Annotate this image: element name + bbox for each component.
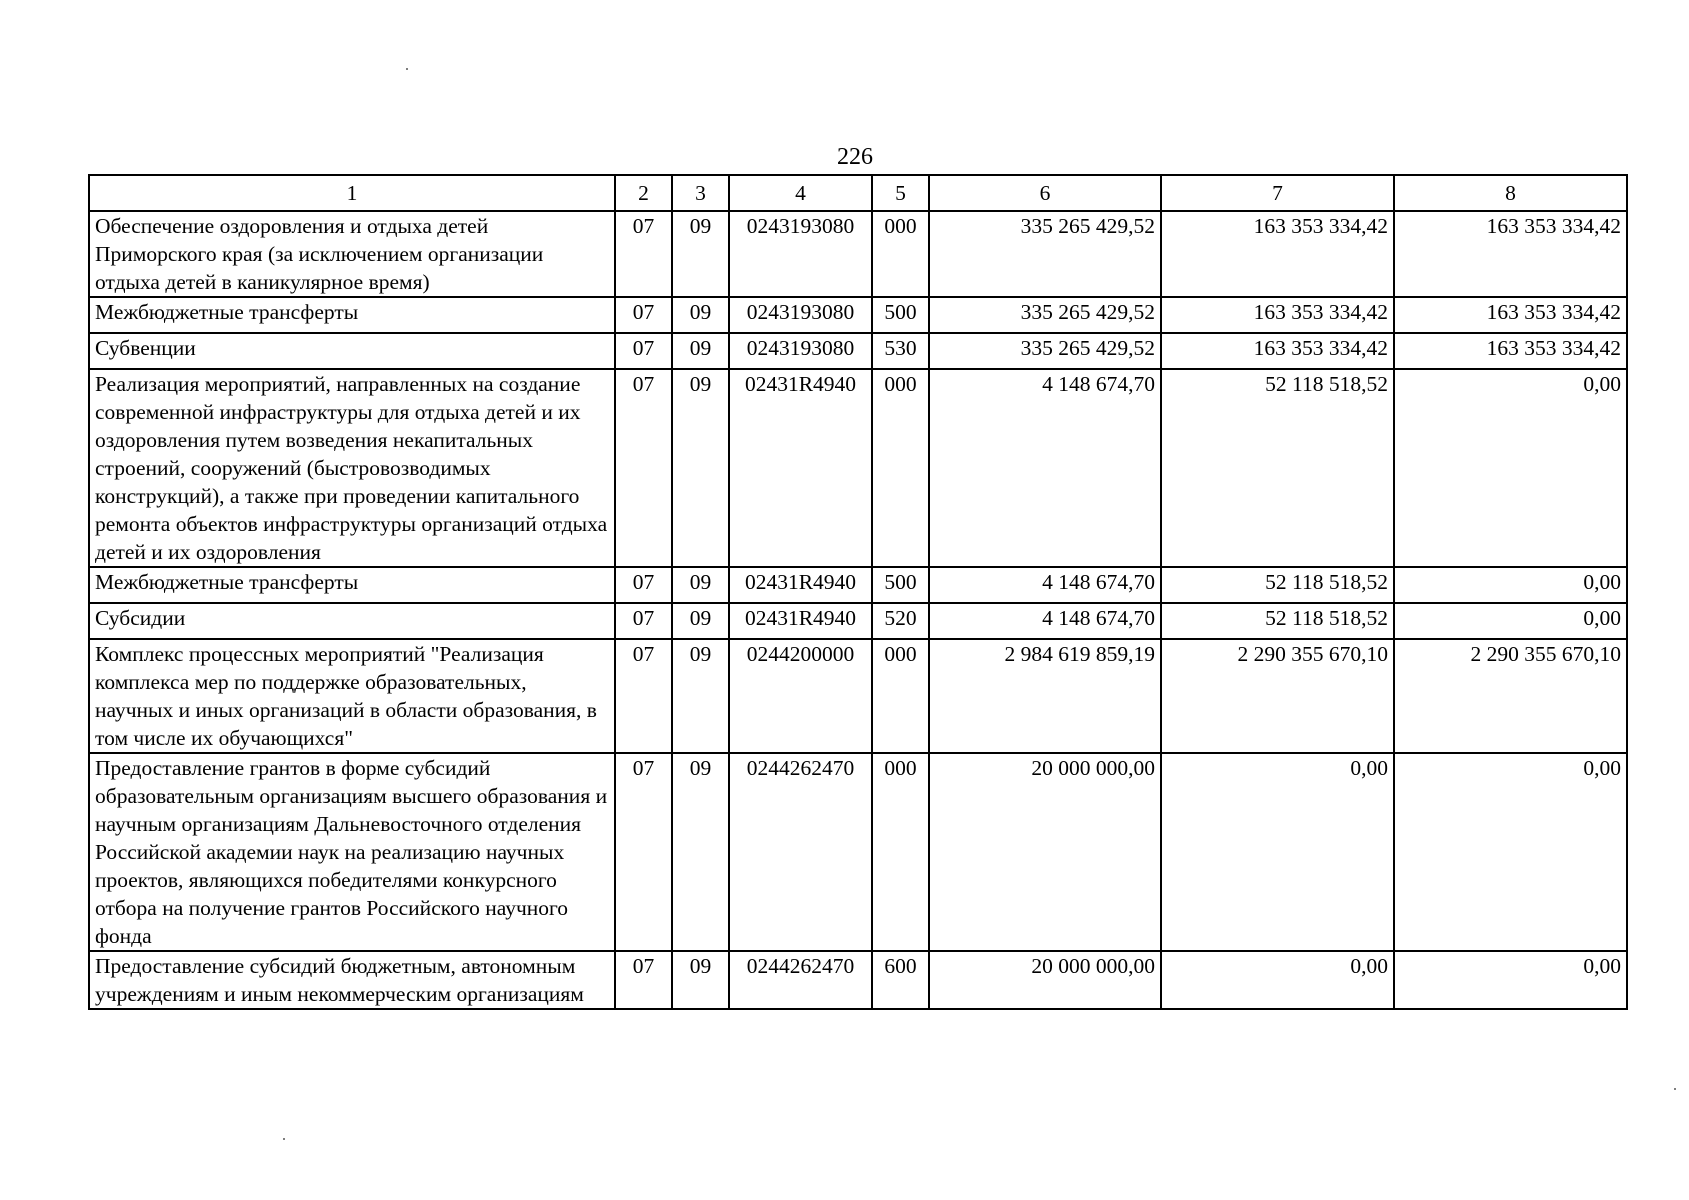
- target-article-code: 02431R4940: [729, 603, 872, 639]
- amount-column-6: 335 265 429,52: [929, 211, 1161, 297]
- section-code: 07: [615, 333, 672, 369]
- row-description: Комплекс процессных мероприятий "Реализация комплекса мер по поддержке образовательных, научных и иных организаций в области образования, в том числе их обучающихся": [89, 639, 615, 753]
- table-row: [89, 297, 1627, 333]
- expense-type-code: 520: [872, 603, 929, 639]
- column-header-6: 6: [929, 175, 1161, 211]
- subsection-code: 09: [672, 369, 729, 567]
- amount-column-8: 163 353 334,42: [1394, 333, 1627, 369]
- expense-type-code: 500: [872, 297, 929, 333]
- expense-type-code: 600: [872, 951, 929, 1009]
- row-description: Реализация мероприятий, направленных на создание современной инфраструктуры для отдыха детей и их оздоровления путем возведения некапитальных строений, сооружений (быстровозводимых конструкций), а также при проведении капитального ремонта объектов инфраструктуры организаций отдыха детей и их оздоровления: [89, 369, 615, 567]
- amount-column-7: 52 118 518,52: [1161, 603, 1394, 639]
- subsection-code: 09: [672, 297, 729, 333]
- amount-column-6: 4 148 674,70: [929, 369, 1161, 567]
- subsection-code: 09: [672, 639, 729, 753]
- table-row: [89, 603, 1627, 639]
- amount-column-8: 0,00: [1394, 753, 1627, 951]
- amount-column-8: 0,00: [1394, 603, 1627, 639]
- table-row: [89, 951, 1627, 1009]
- expense-type-code: 000: [872, 639, 929, 753]
- amount-column-8: 163 353 334,42: [1394, 211, 1627, 297]
- amount-column-6: 20 000 000,00: [929, 951, 1161, 1009]
- section-code: 07: [615, 297, 672, 333]
- scan-speck: [1674, 1088, 1676, 1090]
- amount-column-6: 335 265 429,52: [929, 333, 1161, 369]
- section-code: 07: [615, 567, 672, 603]
- amount-column-7: 52 118 518,52: [1161, 567, 1394, 603]
- target-article-code: 02431R4940: [729, 369, 872, 567]
- target-article-code: 0244262470: [729, 753, 872, 951]
- table-row: [89, 753, 1627, 951]
- scan-speck: [283, 1138, 285, 1140]
- column-header-4: 4: [729, 175, 872, 211]
- page-number: 226: [837, 144, 873, 170]
- row-description: Межбюджетные трансферты: [89, 567, 615, 603]
- subsection-code: 09: [672, 603, 729, 639]
- row-description: Предоставление грантов в форме субсидий образовательным организациям высшего образования и научным организациям Дальневосточного отделения Российской академии наук на реализацию научных проектов, являющихся победителями конкурсного отбора на получение грантов Российского научного фонда: [89, 753, 615, 951]
- column-header-3: 3: [672, 175, 729, 211]
- amount-column-6: 335 265 429,52: [929, 297, 1161, 333]
- section-code: 07: [615, 211, 672, 297]
- amount-column-7: 163 353 334,42: [1161, 211, 1394, 297]
- amount-column-7: 2 290 355 670,10: [1161, 639, 1394, 753]
- amount-column-7: 0,00: [1161, 753, 1394, 951]
- scan-speck: [406, 68, 408, 70]
- budget-table: [88, 174, 1628, 1010]
- amount-column-7: 163 353 334,42: [1161, 297, 1394, 333]
- subsection-code: 09: [672, 951, 729, 1009]
- column-header-8: 8: [1394, 175, 1627, 211]
- amount-column-7: 0,00: [1161, 951, 1394, 1009]
- expense-type-code: 000: [872, 753, 929, 951]
- subsection-code: 09: [672, 753, 729, 951]
- row-description: Субсидии: [89, 603, 615, 639]
- row-description: Предоставление субсидий бюджетным, автономным учреждениям и иным некоммерческим организациям: [89, 951, 615, 1009]
- amount-column-8: 2 290 355 670,10: [1394, 639, 1627, 753]
- expense-type-code: 000: [872, 211, 929, 297]
- amount-column-6: 2 984 619 859,19: [929, 639, 1161, 753]
- amount-column-7: 163 353 334,42: [1161, 333, 1394, 369]
- amount-column-8: 0,00: [1394, 951, 1627, 1009]
- table-row: [89, 369, 1627, 567]
- column-header-1: 1: [89, 175, 615, 211]
- expense-type-code: 000: [872, 369, 929, 567]
- amount-column-8: 0,00: [1394, 369, 1627, 567]
- section-code: 07: [615, 369, 672, 567]
- section-code: 07: [615, 951, 672, 1009]
- section-code: 07: [615, 603, 672, 639]
- section-code: 07: [615, 753, 672, 951]
- column-header-7: 7: [1161, 175, 1394, 211]
- column-header-2: 2: [615, 175, 672, 211]
- table-body: [89, 211, 1627, 1009]
- section-code: 07: [615, 639, 672, 753]
- subsection-code: 09: [672, 211, 729, 297]
- target-article-code: 0244262470: [729, 951, 872, 1009]
- row-description: Субвенции: [89, 333, 615, 369]
- table-row: [89, 567, 1627, 603]
- amount-column-6: 4 148 674,70: [929, 567, 1161, 603]
- column-header-5: 5: [872, 175, 929, 211]
- table-row: [89, 211, 1627, 297]
- amount-column-7: 52 118 518,52: [1161, 369, 1394, 567]
- expense-type-code: 530: [872, 333, 929, 369]
- target-article-code: 02431R4940: [729, 567, 872, 603]
- subsection-code: 09: [672, 567, 729, 603]
- target-article-code: 0243193080: [729, 297, 872, 333]
- amount-column-6: 20 000 000,00: [929, 753, 1161, 951]
- target-article-code: 0243193080: [729, 211, 872, 297]
- amount-column-8: 163 353 334,42: [1394, 297, 1627, 333]
- target-article-code: 0244200000: [729, 639, 872, 753]
- column-number-header: [89, 175, 1627, 211]
- table-row: [89, 639, 1627, 753]
- table-row: [89, 333, 1627, 369]
- expense-type-code: 500: [872, 567, 929, 603]
- amount-column-6: 4 148 674,70: [929, 603, 1161, 639]
- row-description: Межбюджетные трансферты: [89, 297, 615, 333]
- target-article-code: 0243193080: [729, 333, 872, 369]
- subsection-code: 09: [672, 333, 729, 369]
- row-description: Обеспечение оздоровления и отдыха детей Приморского края (за исключением организации отдыха детей в каникулярное время): [89, 211, 615, 297]
- amount-column-8: 0,00: [1394, 567, 1627, 603]
